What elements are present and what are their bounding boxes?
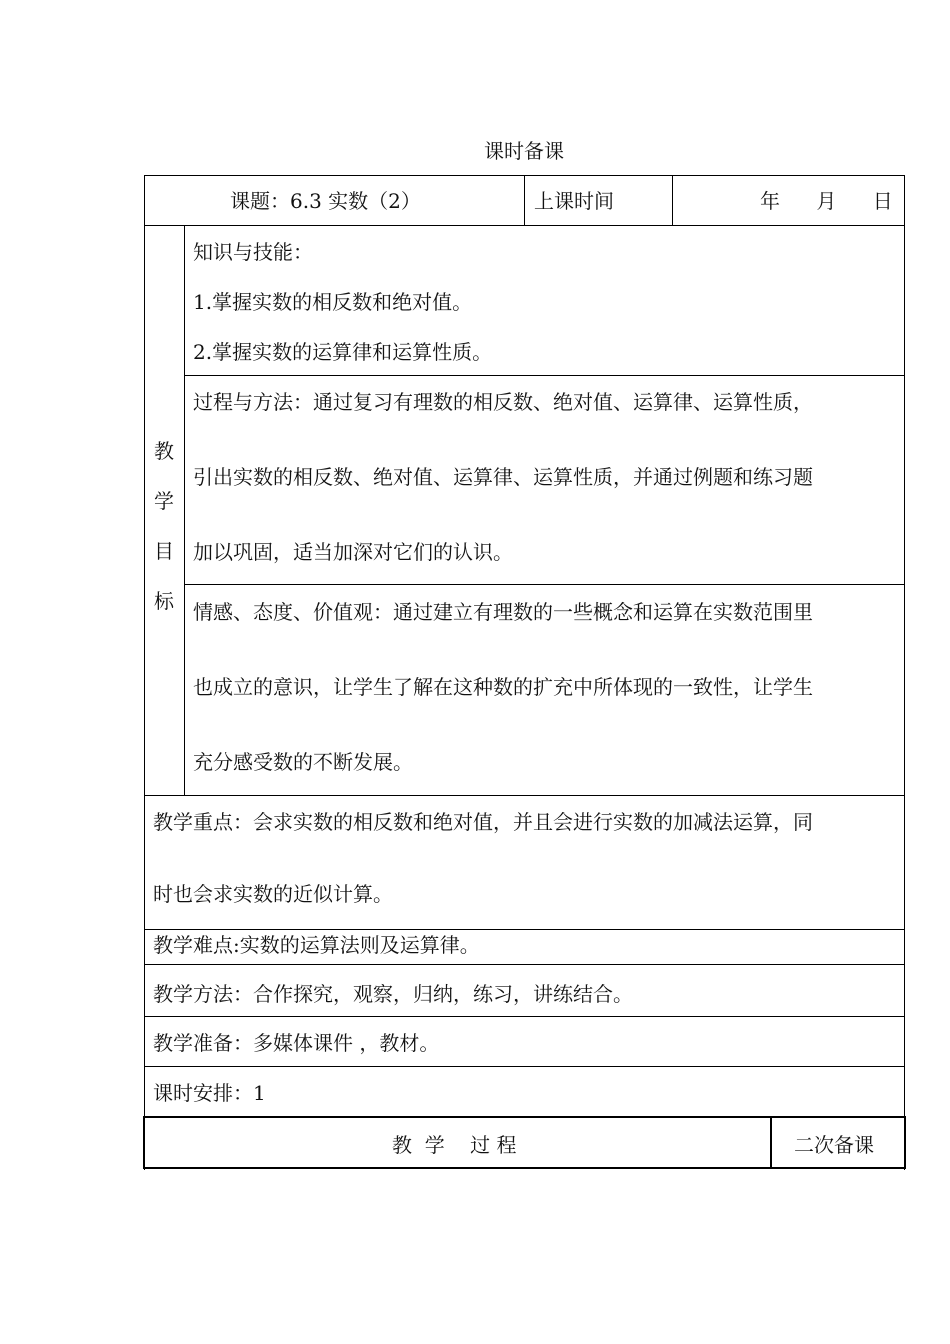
objectives-side-label-3: 目 [154,539,174,563]
objectives-side-label-1: 教 [154,439,174,463]
footer-divider [770,1116,772,1169]
row-border-keypoints [144,795,905,796]
emotion-line: 情感、态度、价值观：通过建立有理数的一些概念和运算在实数范围里 [193,600,813,624]
second-prep-label: 二次备课 [794,1133,874,1157]
difficulties-text: 教学难点:实数的运算法则及运算律。 [153,933,480,957]
knowledge-heading: 知识与技能： [193,240,313,264]
schedule-text: 课时安排：1 [153,1081,266,1105]
teaching-process-label: 教 学 过 程 [392,1133,517,1157]
emotion-line: 充分感受数的不断发展。 [193,750,413,774]
date-label: 年 月 日 [760,189,893,213]
process-line: 过程与方法：通过复习有理数的相反数、绝对值、运算律、运算性质， [193,390,813,414]
footer-bottom-border [143,1167,906,1169]
key-points-line: 教学重点：会求实数的相反数和绝对值，并且会进行实数的加减法运算，同 [153,810,813,834]
class-time-label: 上课时间 [534,189,614,213]
header-bottom-border [144,225,905,226]
objectives-row-border-1 [184,375,905,376]
methods-text: 教学方法：合作探究，观察，归纳，练习，讲练结合。 [153,982,633,1006]
table-right-border [904,175,905,1170]
objectives-row-border-2 [184,584,905,585]
header-divider-2 [672,175,673,225]
row-border-schedule [144,1066,905,1067]
row-border-methods [144,964,905,965]
footer-right-border [904,1116,906,1169]
objectives-side-label-2: 学 [154,489,174,513]
page-title: 课时备课 [484,139,564,163]
knowledge-item: 2.掌握实数的运算律和运算性质。 [193,340,493,364]
row-border-preparation [144,1016,905,1017]
process-line: 引出实数的相反数、绝对值、运算律、运算性质，并通过例题和练习题 [193,465,813,489]
footer-left-border [143,1116,145,1169]
footer-top-border [143,1116,906,1118]
knowledge-item: 1.掌握实数的相反数和绝对值。 [193,290,473,314]
objectives-side-label-4: 标 [154,589,174,613]
row-border-difficulties [144,929,905,930]
header-divider-1 [524,175,525,225]
preparation-text: 教学准备：多媒体课件 ，教材。 [153,1031,440,1055]
objectives-divider [184,225,185,795]
topic-label: 课题：6.3 实数（2） [230,189,421,213]
process-line: 加以巩固，适当加深对它们的认识。 [193,540,513,564]
key-points-line: 时也会求实数的近似计算。 [153,882,393,906]
emotion-line: 也成立的意识，让学生了解在这种数的扩充中所体现的一致性，让学生 [193,675,813,699]
table-left-border [144,175,145,1170]
